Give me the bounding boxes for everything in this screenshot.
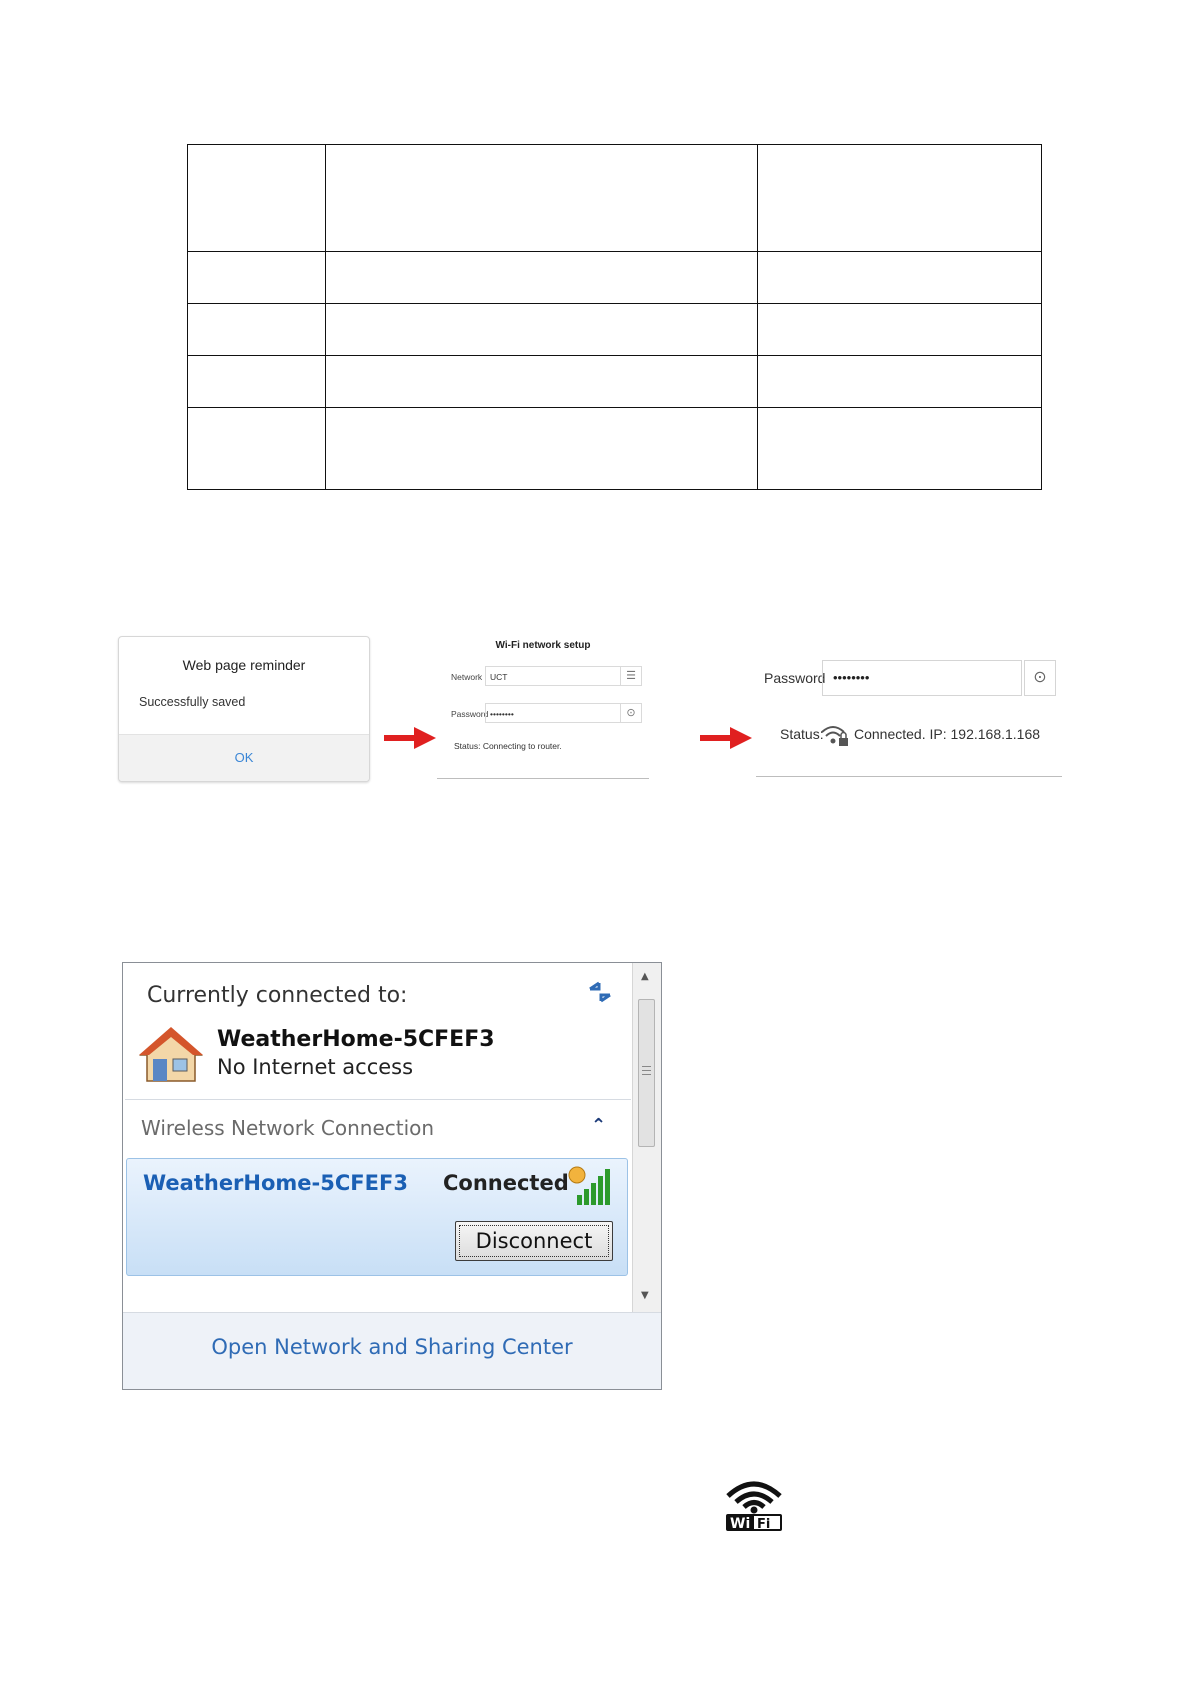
eye-icon: ⊙ — [1033, 669, 1047, 686]
table-cell — [188, 356, 326, 408]
chevron-up-icon[interactable]: ⌃ — [591, 1115, 607, 1136]
table-cell — [758, 304, 1042, 356]
arrow-right-icon — [384, 726, 436, 750]
wifi-network-setup-panel — [437, 636, 649, 779]
eye-icon: ⊙ — [626, 707, 636, 719]
panel-title: Wi-Fi network setup — [495, 640, 591, 651]
empty-table — [187, 144, 1042, 490]
refresh-icon[interactable] — [585, 977, 615, 1007]
flyout-footer — [123, 1312, 661, 1389]
scroll-down-icon[interactable]: ▼ — [641, 1290, 649, 1301]
network-item-status: Connected — [443, 1171, 569, 1195]
divider — [125, 1099, 631, 1100]
wifi-locked-icon — [820, 722, 850, 748]
connected-network-name: WeatherHome-5CFEF3 — [217, 1027, 495, 1052]
svg-text:Wi: Wi — [730, 1516, 751, 1532]
web-page-reminder-dialog — [118, 636, 370, 782]
network-item-name: WeatherHome-5CFEF3 — [143, 1171, 408, 1195]
disconnect-button[interactable]: Disconnect — [455, 1221, 613, 1261]
status-value: Connected. IP: 192.168.1.168 — [854, 726, 1041, 742]
svg-text:Fi: Fi — [757, 1517, 771, 1532]
table-cell — [188, 304, 326, 356]
menu-icon: ☰ — [626, 670, 636, 682]
table-cell — [326, 356, 758, 408]
table-cell — [188, 408, 326, 490]
table-cell — [326, 145, 758, 252]
show-password-button[interactable] — [620, 703, 642, 723]
currently-connected-title: Currently connected to: — [147, 983, 408, 1008]
network-list-item[interactable] — [126, 1158, 628, 1276]
table-cell — [758, 356, 1042, 408]
table-cell — [326, 408, 758, 490]
table-cell — [326, 304, 758, 356]
section-title: Wireless Network Connection — [141, 1116, 435, 1140]
status-text: Status: Connecting to router. — [454, 741, 562, 751]
dialog-title: Web page reminder — [182, 657, 306, 673]
password-label: Password — [451, 709, 489, 719]
status-label: Status: — [780, 726, 824, 742]
dialog-message: Successfully saved — [139, 695, 246, 709]
password-label: Password — [764, 670, 826, 686]
table-cell — [188, 145, 326, 252]
scrollbar[interactable] — [632, 963, 661, 1313]
connected-network-status: No Internet access — [217, 1055, 414, 1079]
grip-icon — [642, 1066, 651, 1078]
arrow-right-icon — [700, 726, 752, 750]
table-row — [188, 252, 1042, 304]
password-field[interactable]: •••••••• — [485, 703, 621, 723]
network-list-button[interactable] — [620, 666, 642, 686]
connected-status-panel — [756, 656, 1062, 777]
table-cell — [326, 252, 758, 304]
table-row — [188, 356, 1042, 408]
open-network-sharing-center-link[interactable]: Open Network and Sharing Center — [211, 1335, 573, 1359]
table-cell — [758, 252, 1042, 304]
wifi-logo-icon — [724, 1476, 784, 1532]
scroll-up-icon[interactable]: ▲ — [641, 971, 649, 982]
scrollbar-thumb[interactable] — [638, 999, 655, 1147]
signal-strength-icon — [567, 1165, 613, 1207]
table-cell — [758, 408, 1042, 490]
network-flyout — [122, 962, 662, 1390]
house-icon — [139, 1025, 203, 1085]
password-field[interactable]: •••••••• — [822, 660, 1022, 696]
network-label: Network — [451, 672, 483, 682]
table-row — [188, 145, 1042, 252]
table-cell — [188, 252, 326, 304]
ok-button[interactable]: OK — [119, 734, 369, 781]
table-row — [188, 304, 1042, 356]
table-cell — [758, 145, 1042, 252]
network-field[interactable]: UCT — [485, 666, 621, 686]
show-password-button[interactable] — [1024, 660, 1056, 696]
table-row — [188, 408, 1042, 490]
